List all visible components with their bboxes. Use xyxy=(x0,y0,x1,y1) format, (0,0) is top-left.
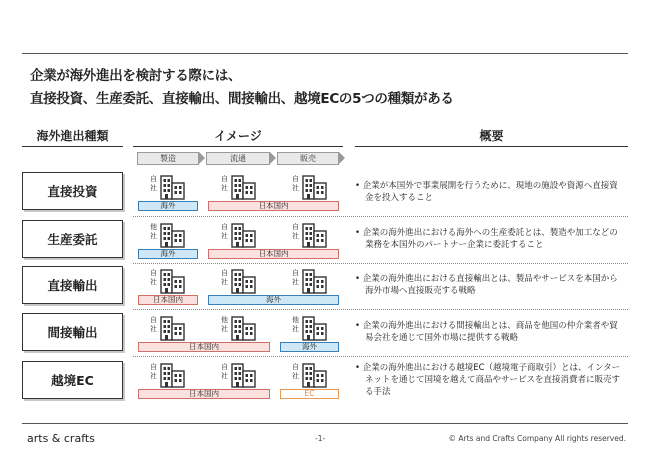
building-sales xyxy=(292,174,332,202)
building-label: 自社 xyxy=(221,175,228,192)
building-sales xyxy=(292,315,332,343)
building-icon xyxy=(302,362,328,389)
building-label: 自社 xyxy=(150,269,157,286)
building-icon xyxy=(302,268,328,295)
building-icon xyxy=(160,362,186,389)
building-icon xyxy=(231,268,257,295)
top-rule xyxy=(22,53,628,54)
row-description-direct-investment: • 企業が本国外で事業展開を行うために、現地の施設や資源へ直接資金を投入すること xyxy=(355,181,618,203)
row-label-indirect-export: 間接輸出 xyxy=(22,313,123,351)
building-icon xyxy=(160,315,186,342)
building-icon xyxy=(302,174,328,201)
market-domestic: 日本国内 xyxy=(208,249,339,259)
heading-line-1: 企業が海外進出を検討する際には、 xyxy=(30,68,242,84)
market-overseas: 海外 xyxy=(138,249,198,259)
stage-arrow-3 xyxy=(339,152,345,164)
column-header-type: 海外進出種類 xyxy=(36,129,109,143)
building-label: 他社 xyxy=(150,223,157,240)
stage-distribution: 流通 xyxy=(206,152,270,165)
building-icon xyxy=(231,174,257,201)
header-rule-image xyxy=(133,146,343,147)
row-description-production-outsourcing: • 企業の海外進出における海外への生産委託とは、製造や加工などの業務を本国外のパートナー企業に委託すること xyxy=(355,228,618,250)
footer-rule xyxy=(22,423,628,424)
building-icon xyxy=(231,362,257,389)
building-sales xyxy=(292,268,332,296)
building-icon xyxy=(160,268,186,295)
heading-line-2: 直接投資、生産委託、直接輸出、間接輸出、越境ECの5つの種類がある xyxy=(30,91,454,107)
header-rule-type xyxy=(22,146,123,147)
market-domestic: 日本国内 xyxy=(138,389,270,399)
row-description-indirect-export: • 企業の海外進出における間接輸出とは、商品を他国の仲介業者や貿易会社を通じて国外市場に提供する戦略 xyxy=(355,321,618,343)
row-label-direct-investment: 直接投資 xyxy=(22,172,123,210)
building-label: 自社 xyxy=(221,363,228,380)
building-manufacturing xyxy=(150,362,190,390)
brand-logo: arts & crafts xyxy=(27,432,95,445)
column-header-summary: 概要 xyxy=(479,129,504,143)
market-domestic: 日本国内 xyxy=(138,295,198,305)
building-label: 自社 xyxy=(292,363,299,380)
market-domestic: 日本国内 xyxy=(138,342,270,352)
building-manufacturing xyxy=(150,174,190,202)
page-heading xyxy=(30,65,454,111)
building-distribution xyxy=(221,268,261,296)
building-label: 自社 xyxy=(150,363,157,380)
building-label: 自社 xyxy=(221,223,228,240)
building-label: 自社 xyxy=(292,269,299,286)
market-overseas: 海外 xyxy=(280,342,339,352)
building-manufacturing xyxy=(150,222,190,250)
building-label: 他社 xyxy=(292,316,299,333)
row-divider xyxy=(133,309,628,310)
building-label: 他社 xyxy=(221,316,228,333)
page-number: -1- xyxy=(315,434,326,443)
building-distribution xyxy=(221,362,261,390)
building-icon xyxy=(302,222,328,249)
building-sales xyxy=(292,362,332,390)
market-ec: EC xyxy=(280,389,339,399)
stage-sales: 販売 xyxy=(277,152,339,165)
building-icon xyxy=(160,174,186,201)
building-manufacturing xyxy=(150,268,190,296)
stage-manufacturing: 製造 xyxy=(137,152,199,165)
stage-arrow-2 xyxy=(270,152,276,164)
header-rule-summary xyxy=(355,146,628,147)
building-label: 自社 xyxy=(150,175,157,192)
building-distribution xyxy=(221,174,261,202)
building-icon xyxy=(302,315,328,342)
building-label: 自社 xyxy=(221,269,228,286)
building-distribution xyxy=(221,315,261,343)
building-label: 自社 xyxy=(292,223,299,240)
row-description-cross-border-ec: • 企業の海外進出における越境EC（越境電子商取引）とは、インターネットを通じて国境を越えて商品やサービスを直接消費者に販売する手法 xyxy=(355,363,621,397)
building-icon xyxy=(160,222,186,249)
stage-arrow-1 xyxy=(199,152,205,164)
market-overseas: 海外 xyxy=(138,201,198,211)
row-divider xyxy=(133,263,628,264)
column-header-image: イメージ xyxy=(214,129,262,143)
building-icon xyxy=(231,315,257,342)
market-domestic: 日本国内 xyxy=(208,201,339,211)
building-manufacturing xyxy=(150,315,190,343)
row-divider xyxy=(133,216,628,217)
building-label: 自社 xyxy=(292,175,299,192)
row-description-direct-export: • 企業の海外進出における直接輸出とは、製品やサービスを本国から海外市場へ直接販売する戦略 xyxy=(355,274,618,296)
building-distribution xyxy=(221,222,261,250)
row-label-production-outsourcing: 生産委託 xyxy=(22,220,123,258)
row-label-cross-border-ec: 越境EC xyxy=(22,361,123,399)
copyright: © Arts and Crafts Company All rights reserved. xyxy=(448,434,626,443)
row-divider xyxy=(133,356,628,357)
building-icon xyxy=(231,222,257,249)
building-label: 自社 xyxy=(150,316,157,333)
market-overseas: 海外 xyxy=(208,295,339,305)
building-sales xyxy=(292,222,332,250)
row-label-direct-export: 直接輸出 xyxy=(22,266,123,304)
